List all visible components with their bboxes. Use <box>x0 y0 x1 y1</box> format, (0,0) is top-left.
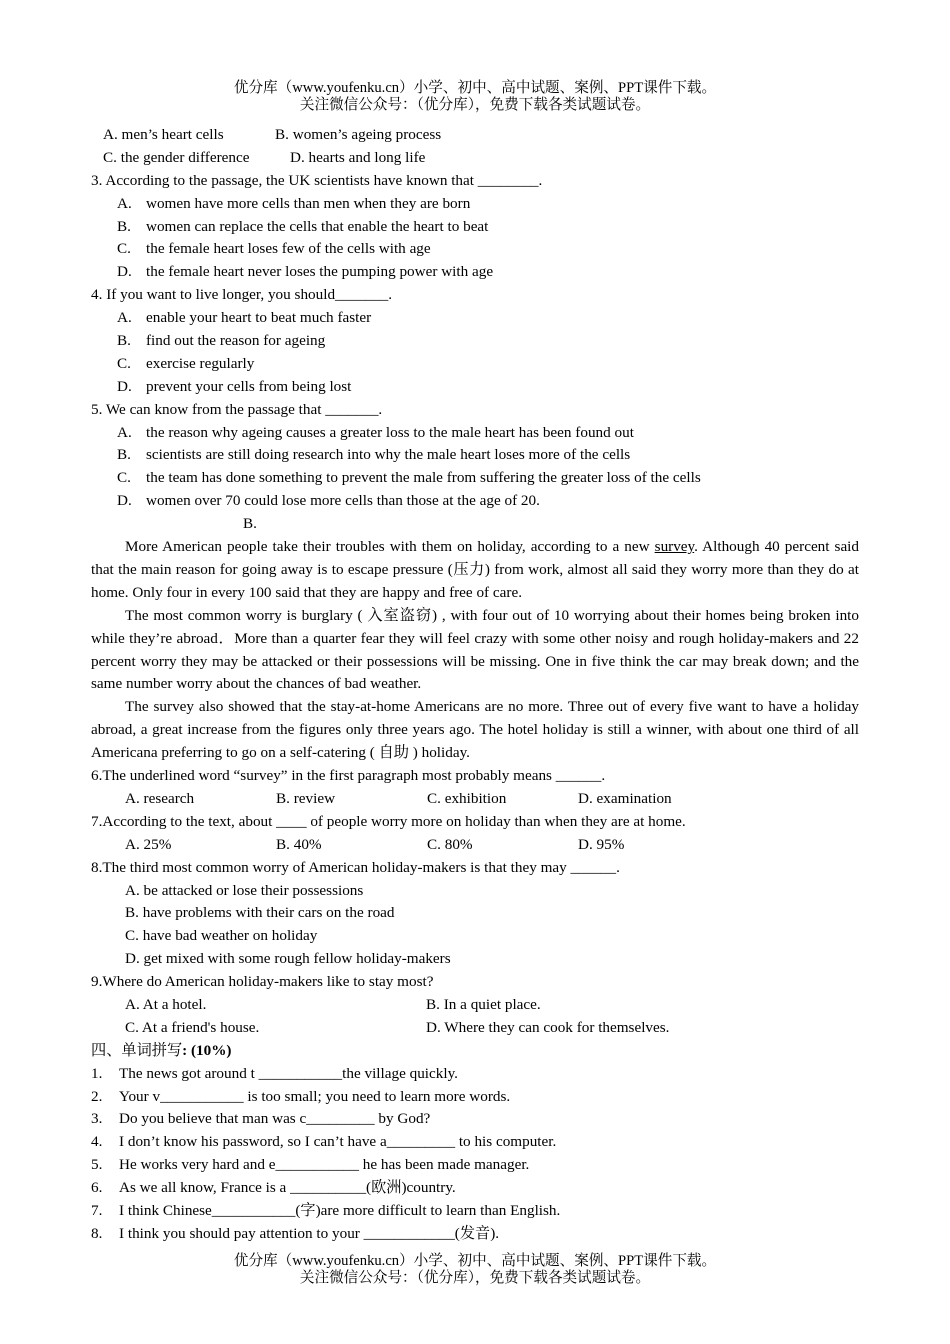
option-text: the reason why ageing causes a greater loss to the male heart has been found out <box>146 423 634 441</box>
spelling-item <box>91 1086 859 1109</box>
q8-option-d: D. get mixed with some rough fellow holiday-makers <box>125 950 451 968</box>
item-number: 5. <box>91 1156 103 1174</box>
q9-option-c: C. At a friend's house. <box>125 1018 260 1036</box>
underlined-word-survey: survey <box>654 538 695 556</box>
option-letter: C. <box>117 240 131 258</box>
item-text: Do you believe that man was c_________ by God? <box>119 1110 431 1128</box>
option-text: exercise regularly <box>146 354 255 372</box>
header-line-1: 优分库（www.youfenku.cn）小学、初中、高中试题、案例、PPT课件下载。 <box>233 80 717 96</box>
q7-stem: 7.According to the text, about ____ of people worry more on holiday than when they are at home. <box>91 812 686 830</box>
q7-option-c: C. 80% <box>427 835 473 853</box>
passage-paragraph-1 <box>91 536 859 605</box>
q6-option-a: A. research <box>125 789 195 807</box>
passage-paragraph-3 <box>91 696 859 765</box>
p1-text-before: More American people take their troubles with them on holiday, according to a new <box>125 538 655 556</box>
option-text: scientists are still doing research into why the male heart loses more of the cells <box>146 446 631 464</box>
footer-line-2: 关注微信公众号：（优分库），免费下载各类试题试卷。 <box>299 1270 651 1286</box>
q9-stem: 9.Where do American holiday-makers like to stay most? <box>91 973 434 991</box>
q6-option-d: D. examination <box>578 789 672 807</box>
option-text: prevent your cells from being lost <box>146 377 352 395</box>
q9-option-b: B. In a quiet place. <box>426 996 541 1013</box>
q4-option <box>91 353 859 376</box>
q8-option-b: B. have problems with their cars on the road <box>125 904 395 922</box>
item-number: 6. <box>91 1179 103 1197</box>
option-text: find out the reason for ageing <box>146 332 326 350</box>
item-text: I think you should pay attention to your ____________(发音). <box>119 1224 500 1242</box>
spelling-item <box>91 1177 859 1200</box>
q2-option-d: D. hearts and long life <box>290 148 426 166</box>
item-number: 4. <box>91 1133 103 1151</box>
q8-stem: 8.The third most common worry of American holiday-makers is that they may ______. <box>91 858 620 876</box>
q7-options <box>91 834 859 857</box>
spelling-item <box>91 1154 859 1177</box>
option-text: the female heart never loses the pumping power with age <box>146 263 494 281</box>
passage-paragraph-2 <box>91 605 859 697</box>
option-letter: A. <box>117 194 132 212</box>
q5-option <box>91 422 859 445</box>
option-letter: D. <box>117 377 132 395</box>
p2-text: The most common worry is burglary ( 入室盗窃) , with four out of 10 worrying about their homes being broken into while they’re abroad．More than a quarter fear they will feel crazy with some other noisy and rough holiday-makers and 22 percent worry they may be attacked or their possessions will be missing. One in five think the car may break down; and the same number worry about the chances of bad weather. <box>91 606 859 693</box>
item-number: 8. <box>91 1224 103 1242</box>
q5-option <box>91 444 859 467</box>
exam-content <box>91 124 859 1246</box>
item-text: I think Chinese___________(字)are more difficult to learn than English. <box>119 1202 561 1220</box>
item-number: 3. <box>91 1110 103 1128</box>
spelling-item <box>91 1131 859 1154</box>
footer-line-1: 优分库（www.youfenku.cn）小学、初中、高中试题、案例、PPT课件下载。 <box>233 1253 717 1269</box>
section-4-heading <box>91 1040 859 1063</box>
spelling-item <box>91 1200 859 1223</box>
q2-option-b: B. women’s ageing process <box>275 126 442 143</box>
q4-option <box>91 307 859 330</box>
option-letter: D. <box>117 492 132 510</box>
q3-stem: 3. According to the passage, the UK scientists have known that ________. <box>91 171 543 189</box>
p3-text: The survey also showed that the stay-at-home Americans are no more. Three out of every five want to have a holiday abroad, a great increase from the figures only three years ago. The hotel holiday is still a winner, with about one third of all Americana preferring to go on a self-catering ( 自助 ) holiday. <box>91 698 859 762</box>
item-text: As we all know, France is a __________(欧洲)country. <box>119 1179 456 1197</box>
option-letter: C. <box>117 469 131 487</box>
item-text: Your v___________ is too small; you need to learn more words. <box>119 1087 511 1105</box>
option-text: women have more cells than men when they are born <box>146 194 471 212</box>
q5-stem: 5. We can know from the passage that _______. <box>91 400 383 418</box>
q5-option <box>91 467 859 490</box>
item-text: He works very hard and e___________ he has been made manager. <box>119 1156 530 1174</box>
q3-option <box>91 193 859 216</box>
q3-option <box>91 216 859 239</box>
header-line-2: 关注微信公众号：（优分库），免费下载各类试题试卷。 <box>299 97 651 113</box>
passage-b-label: B. <box>243 515 257 533</box>
q4-option <box>91 376 859 399</box>
q2-options-row-1 <box>91 124 859 147</box>
option-text: the team has done something to prevent the male from suffering the greater loss of the cells <box>146 469 701 487</box>
option-letter: B. <box>117 332 131 350</box>
q9-options-row-2 <box>91 1017 859 1040</box>
p1-text-after: . Although 40 percent said that the main reason for going away is to escape pressure (压力) from work, almost all said they worry more than they do at home. Only four in every 100 said that they are happy and free of care. <box>91 538 859 601</box>
q7-option-b: B. 40% <box>276 835 322 853</box>
item-number: 7. <box>91 1202 103 1220</box>
q2-option-c: C. the gender difference <box>103 148 250 166</box>
option-letter: D. <box>117 263 132 281</box>
option-letter: A. <box>117 423 132 441</box>
q6-option-b: B. review <box>276 789 336 807</box>
page-footer <box>0 1253 950 1287</box>
q7-option-d: D. 95% <box>578 835 625 853</box>
option-text: enable your heart to beat much faster <box>146 309 372 327</box>
q2-options-row-2 <box>91 147 859 170</box>
item-text: I don’t know his password, so I can’t have a_________ to his computer. <box>119 1133 557 1151</box>
q2-option-a: A. men’s heart cells <box>103 126 224 143</box>
option-letter: B. <box>117 446 131 464</box>
section-4-title: 四、单词拼写 <box>91 1041 183 1059</box>
q6-option-c: C. exhibition <box>427 789 507 807</box>
item-number: 2. <box>91 1087 103 1105</box>
spelling-item <box>91 1108 859 1131</box>
q9-option-a: A. At a hotel. <box>125 996 207 1013</box>
option-text: the female heart loses few of the cells with age <box>146 240 431 258</box>
spelling-item <box>91 1223 859 1246</box>
q6-options <box>91 788 859 811</box>
option-text: women over 70 could lose more cells than those at the age of 20. <box>146 492 540 510</box>
page-header <box>0 80 950 114</box>
option-letter: A. <box>117 309 132 327</box>
section-4-score: : (10%) <box>182 1041 232 1059</box>
q3-option <box>91 261 859 284</box>
q9-option-d: D. Where they can cook for themselves. <box>426 1018 670 1036</box>
item-number: 1. <box>91 1064 103 1082</box>
q9-options-row-1 <box>91 994 859 1017</box>
option-text: women can replace the cells that enable the heart to beat <box>146 217 489 235</box>
q8-option-c: C. have bad weather on holiday <box>125 927 318 945</box>
q5-option <box>91 490 859 513</box>
q3-option <box>91 238 859 261</box>
spelling-item <box>91 1063 859 1086</box>
option-letter: B. <box>117 217 131 235</box>
q4-stem: 4. If you want to live longer, you should_______. <box>91 286 392 304</box>
q6-stem: 6.The underlined word “survey” in the first paragraph most probably means ______. <box>91 767 606 785</box>
q4-option <box>91 330 859 353</box>
q7-option-a: A. 25% <box>125 835 172 853</box>
item-text: The news got around t ___________the village quickly. <box>119 1064 458 1082</box>
q8-option-a: A. be attacked or lose their possessions <box>125 881 364 899</box>
option-letter: C. <box>117 354 131 372</box>
